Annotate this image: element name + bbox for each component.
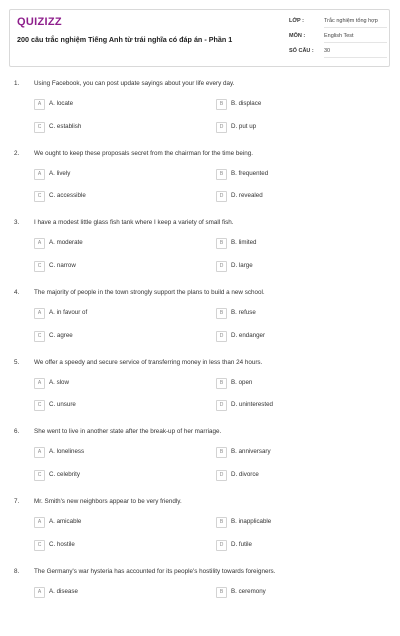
- option-text: C. narrow: [49, 261, 76, 269]
- option-letter-box: C: [34, 191, 45, 202]
- meta-label: SỐ CÂU :: [289, 48, 314, 54]
- worksheet-header: [9, 9, 390, 67]
- option-letter-box: D: [216, 261, 227, 272]
- option-text: B. open: [231, 378, 253, 386]
- option-text: A. loneliness: [49, 448, 85, 456]
- option-letter-box: D: [216, 122, 227, 133]
- question-item: [0, 217, 400, 287]
- option-text: A. lively: [49, 169, 71, 177]
- question-number: 7.: [14, 498, 20, 506]
- option-text: B. inapplicable: [231, 518, 272, 526]
- option-text: C. accessible: [49, 192, 86, 200]
- option-letter-box: C: [34, 540, 45, 551]
- meta-row-class: [289, 16, 387, 31]
- option-letter-box: D: [216, 540, 227, 551]
- question-number: 6.: [14, 428, 20, 436]
- question-number: 8.: [14, 567, 20, 575]
- option-text: D. futile: [231, 540, 252, 548]
- option-text: B. ceremony: [231, 587, 266, 595]
- option-text: C. establish: [49, 122, 82, 130]
- option-text: A. disease: [49, 587, 78, 595]
- option-text: B. anniversary: [231, 448, 271, 456]
- option-letter-box: A: [34, 378, 45, 389]
- meta-value: Trắc nghiệm tổng hợp: [324, 16, 387, 28]
- option-text: B. displace: [231, 100, 262, 107]
- option-letter-box: B: [216, 587, 227, 598]
- option-text: D. endanger: [231, 331, 266, 339]
- question-item: [0, 357, 400, 427]
- option-letter-box: A: [34, 447, 45, 458]
- option-letter-box: D: [216, 400, 227, 411]
- option-letter-box: C: [34, 261, 45, 272]
- question-item: [0, 426, 400, 496]
- question-list: [0, 78, 400, 636]
- option-text: A. slow: [49, 378, 69, 386]
- meta-panel: [289, 16, 387, 61]
- question-number: 1.: [14, 80, 20, 87]
- option-letter-box: B: [216, 378, 227, 389]
- option-letter-box: B: [216, 517, 227, 528]
- question-item: [0, 496, 400, 566]
- option-letter-box: C: [34, 470, 45, 481]
- question-text: I have a modest little glass fish tank where I keep a variety of small fish.: [34, 219, 234, 227]
- option-text: D. divorce: [231, 470, 259, 478]
- question-text: She went to live in another state after the break-up of her marriage.: [34, 428, 222, 436]
- option-text: D. put up: [231, 122, 257, 130]
- meta-row-subject: [289, 31, 387, 46]
- option-letter-box: B: [216, 99, 227, 110]
- question-number: 3.: [14, 219, 20, 227]
- option-text: A. amicable: [49, 518, 82, 526]
- option-text: B. refuse: [231, 309, 256, 317]
- option-letter-box: A: [34, 169, 45, 180]
- meta-label: MÔN :: [289, 33, 306, 39]
- meta-label: LỚP :: [289, 18, 304, 24]
- option-letter-box: C: [34, 400, 45, 411]
- question-text: The Germany's war hysteria has accounted for its people's hostility towards foreigners.: [34, 567, 276, 575]
- option-letter-box: B: [216, 447, 227, 458]
- option-letter-box: C: [34, 122, 45, 133]
- option-letter-box: B: [216, 308, 227, 319]
- option-letter-box: D: [216, 191, 227, 202]
- option-text: A. locate: [49, 100, 74, 107]
- page-title: 200 câu trắc nghiệm Tiếng Anh từ trái nghĩa có đáp án - Phần 1: [17, 35, 233, 44]
- question-item: [0, 78, 400, 148]
- meta-value: 30: [324, 46, 387, 58]
- question-text: We ought to keep these proposals secret from the chairman for the time being.: [34, 149, 253, 157]
- question-number: 4.: [14, 289, 20, 297]
- question-text: We offer a speedy and secure service of transferring money in less than 24 hours.: [34, 358, 263, 366]
- option-letter-box: A: [34, 308, 45, 319]
- option-text: A. moderate: [49, 239, 83, 247]
- option-text: D. large: [231, 261, 253, 269]
- question-number: 5.: [14, 358, 20, 366]
- question-item: [0, 148, 400, 218]
- option-text: C. celebrity: [49, 470, 80, 478]
- question-text: Using Facebook, you can post update sayings about your life every day.: [34, 80, 235, 87]
- option-letter-box: A: [34, 99, 45, 110]
- question-number: 2.: [14, 149, 20, 157]
- option-letter-box: B: [216, 169, 227, 180]
- option-letter-box: D: [216, 470, 227, 481]
- option-text: B. limited: [231, 239, 257, 247]
- option-letter-box: C: [34, 331, 45, 342]
- option-text: C. unsure: [49, 401, 76, 409]
- question-text: Mr. Smith's new neighbors appear to be very friendly.: [34, 498, 182, 506]
- option-letter-box: B: [216, 238, 227, 249]
- question-item: [0, 287, 400, 357]
- option-text: D. revealed: [231, 192, 263, 200]
- option-text: C. hostile: [49, 540, 75, 548]
- question-item: [0, 566, 400, 636]
- meta-value: English Test: [324, 31, 387, 43]
- option-letter-box: D: [216, 331, 227, 342]
- option-letter-box: A: [34, 238, 45, 249]
- quizizz-logo: QUIZIZZ: [17, 16, 62, 28]
- option-text: A. in favour of: [49, 309, 88, 317]
- option-text: D. uninterested: [231, 401, 273, 409]
- option-letter-box: A: [34, 587, 45, 598]
- question-text: The majority of people in the town strongly support the plans to build a new school.: [34, 289, 265, 297]
- meta-row-count: [289, 46, 387, 61]
- option-text: B. frequented: [231, 169, 269, 177]
- option-text: C. agree: [49, 331, 73, 339]
- option-letter-box: A: [34, 517, 45, 528]
